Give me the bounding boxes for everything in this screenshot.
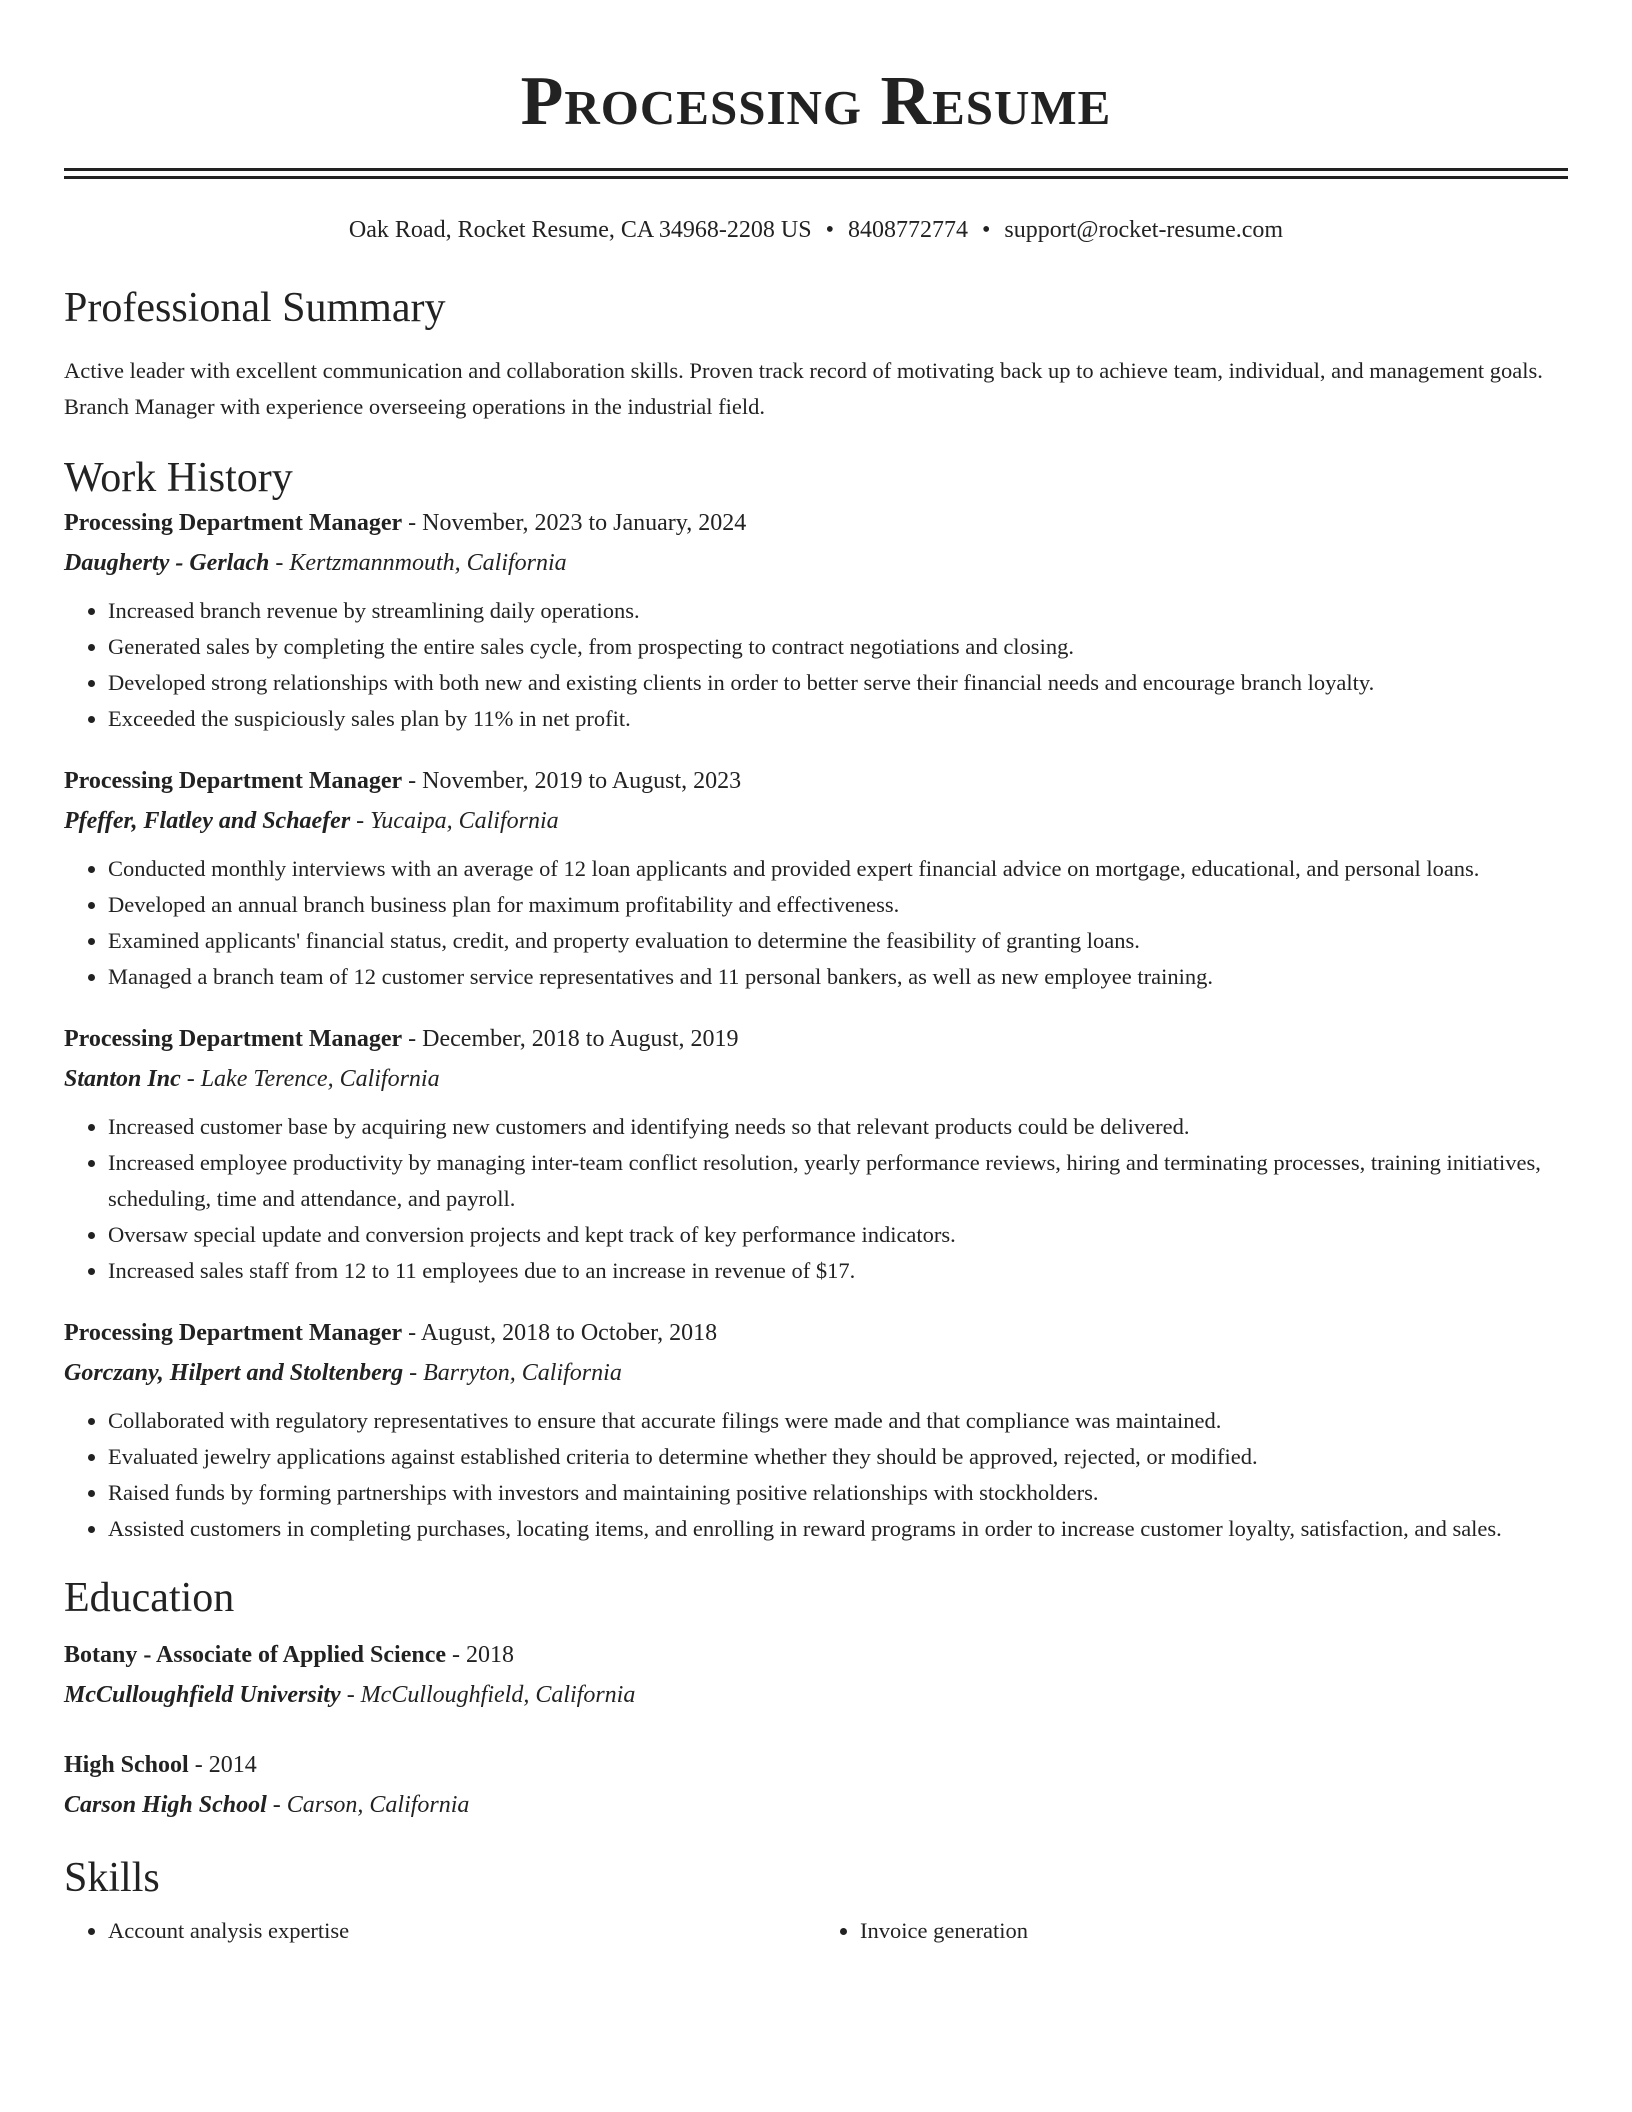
skills-list bbox=[64, 1913, 1568, 1949]
job-bullet: • Conducted monthly interviews with an average of 12 loan applicants and provided expert financial advice on mortgage, educational, and personal loans. bbox=[108, 851, 1568, 887]
resume-name: Processing Resume bbox=[520, 63, 1112, 140]
job-bullets bbox=[64, 593, 1568, 737]
job-bullet: • Increased customer base by acquiring new customers and identifying needs so that relevant products could be delivered. bbox=[108, 1109, 1568, 1145]
skill-item: • Account analysis expertise bbox=[108, 1913, 816, 1949]
header-divider-bottom bbox=[64, 176, 1568, 179]
job-entry bbox=[64, 1019, 1568, 1289]
job-bullet: • Assisted customers in completing purchases, locating items, and enrolling in reward programs in order to increase customer loyalty, satisfaction, and sales. bbox=[108, 1511, 1568, 1547]
contact-line bbox=[64, 215, 1568, 245]
skill-item: • Invoice generation bbox=[860, 1913, 1568, 1949]
contact-address: Oak Road, Rocket Resume, CA 34968-2208 US bbox=[348, 217, 812, 243]
contact-separator: • bbox=[981, 217, 991, 243]
job-bullet: • Increased sales staff from 12 to 11 employees due to an increase in revenue of $17. bbox=[108, 1253, 1568, 1289]
job-company-line bbox=[64, 801, 1568, 841]
contact-email: support@rocket-resume.com bbox=[1004, 217, 1284, 243]
skills-column-right bbox=[816, 1913, 1568, 1949]
job-bullet: • Generated sales by completing the entire sales cycle, from prospecting to contract negotiations and closing. bbox=[108, 629, 1568, 665]
job-entry bbox=[64, 1313, 1568, 1547]
job-dates: - November, 2023 to January, 2024 bbox=[402, 510, 747, 536]
job-title: Processing Department Manager bbox=[64, 768, 403, 794]
job-entry bbox=[64, 761, 1568, 995]
job-title-line bbox=[64, 1019, 1568, 1059]
job-location: - Lake Terence, California bbox=[180, 1066, 440, 1092]
skills-column-left bbox=[64, 1913, 816, 1949]
skills-heading: Skills bbox=[64, 1855, 160, 1901]
job-location: - Barryton, California bbox=[403, 1360, 622, 1386]
education-degree-line bbox=[64, 1635, 1568, 1675]
education-location: - Carson, California bbox=[266, 1792, 470, 1818]
job-company-line bbox=[64, 1353, 1568, 1393]
education-school-line bbox=[64, 1675, 1568, 1715]
job-dates: - November, 2019 to August, 2023 bbox=[402, 768, 742, 794]
job-dates: - August, 2018 to October, 2018 bbox=[402, 1320, 718, 1346]
job-bullet: • Managed a branch team of 12 customer service representatives and 11 personal bankers, as well as new employee training. bbox=[108, 959, 1568, 995]
job-title-line bbox=[64, 503, 1568, 543]
job-title-line bbox=[64, 1313, 1568, 1353]
education-school: McCulloughfield University bbox=[64, 1682, 341, 1708]
work-history-heading: Work History bbox=[64, 455, 293, 501]
job-company: Gorczany, Hilpert and Stoltenberg bbox=[64, 1360, 404, 1386]
job-bullets bbox=[64, 1109, 1568, 1289]
education-degree: Botany - Associate of Applied Science bbox=[64, 1642, 446, 1668]
job-location: - Yucaipa, California bbox=[350, 808, 559, 834]
education-year: - 2018 bbox=[446, 1642, 514, 1668]
job-company: Pfeffer, Flatley and Schaefer bbox=[64, 808, 351, 834]
education-degree: High School bbox=[64, 1752, 189, 1778]
job-company: Stanton Inc bbox=[64, 1066, 181, 1092]
job-bullet: • Increased employee productivity by managing inter-team conflict resolution, yearly performance reviews, hiring and terminating processes, training initiatives, scheduling, time and attendance, and payroll. bbox=[108, 1145, 1568, 1217]
job-bullet: • Collaborated with regulatory representatives to ensure that accurate filings were made and that compliance was maintained. bbox=[108, 1403, 1568, 1439]
education-location: - McCulloughfield, California bbox=[340, 1682, 636, 1708]
job-company: Daugherty - Gerlach bbox=[64, 550, 270, 576]
job-company-line bbox=[64, 1059, 1568, 1099]
education-school: Carson High School bbox=[64, 1792, 267, 1818]
job-bullet: • Oversaw special update and conversion projects and kept track of key performance indicators. bbox=[108, 1217, 1568, 1253]
contact-phone: 8408772774 bbox=[847, 217, 968, 243]
job-bullet: • Developed strong relationships with both new and existing clients in order to better serve their financial needs and encourage branch loyalty. bbox=[108, 665, 1568, 701]
education-school-line bbox=[64, 1785, 1568, 1825]
summary-text: Active leader with excellent communication and collaboration skills. Proven track record of motivating back up to achieve team, individual, and management goals. Branch Manager with experience overseeing operations in the industrial field. bbox=[64, 358, 1543, 419]
job-bullet: • Examined applicants' financial status, credit, and property evaluation to determine the feasibility of granting loans. bbox=[108, 923, 1568, 959]
job-bullet: • Increased branch revenue by streamlining daily operations. bbox=[108, 593, 1568, 629]
job-bullet: • Raised funds by forming partnerships with investors and maintaining positive relationships with stockholders. bbox=[108, 1475, 1568, 1511]
job-entry bbox=[64, 503, 1568, 737]
job-title: Processing Department Manager bbox=[64, 1026, 403, 1052]
job-title: Processing Department Manager bbox=[64, 1320, 403, 1346]
job-company-line bbox=[64, 543, 1568, 583]
contact-separator: • bbox=[825, 217, 834, 243]
education-year: - 2014 bbox=[188, 1752, 257, 1778]
job-bullets bbox=[64, 1403, 1568, 1547]
job-title-line bbox=[64, 761, 1568, 801]
job-title: Processing Department Manager bbox=[64, 510, 403, 536]
education-list bbox=[64, 1635, 1568, 1825]
job-bullet: • Developed an annual branch business plan for maximum profitability and effectiveness. bbox=[108, 887, 1568, 923]
work-history-list bbox=[64, 503, 1568, 1547]
job-bullet: • Exceeded the suspiciously sales plan by 11% in net profit. bbox=[108, 701, 1568, 737]
education-heading: Education bbox=[64, 1575, 235, 1621]
job-bullet: • Evaluated jewelry applications against established criteria to determine whether they should be approved, rejected, or modified. bbox=[108, 1439, 1568, 1475]
job-location: - Kertzmannmouth, California bbox=[269, 550, 567, 576]
education-entry bbox=[64, 1635, 1568, 1715]
header-divider-top bbox=[64, 168, 1568, 171]
job-dates: - December, 2018 to August, 2019 bbox=[402, 1026, 739, 1052]
education-entry bbox=[64, 1745, 1568, 1825]
summary-heading: Professional Summary bbox=[64, 285, 446, 331]
job-bullets bbox=[64, 851, 1568, 995]
education-degree-line bbox=[64, 1745, 1568, 1785]
